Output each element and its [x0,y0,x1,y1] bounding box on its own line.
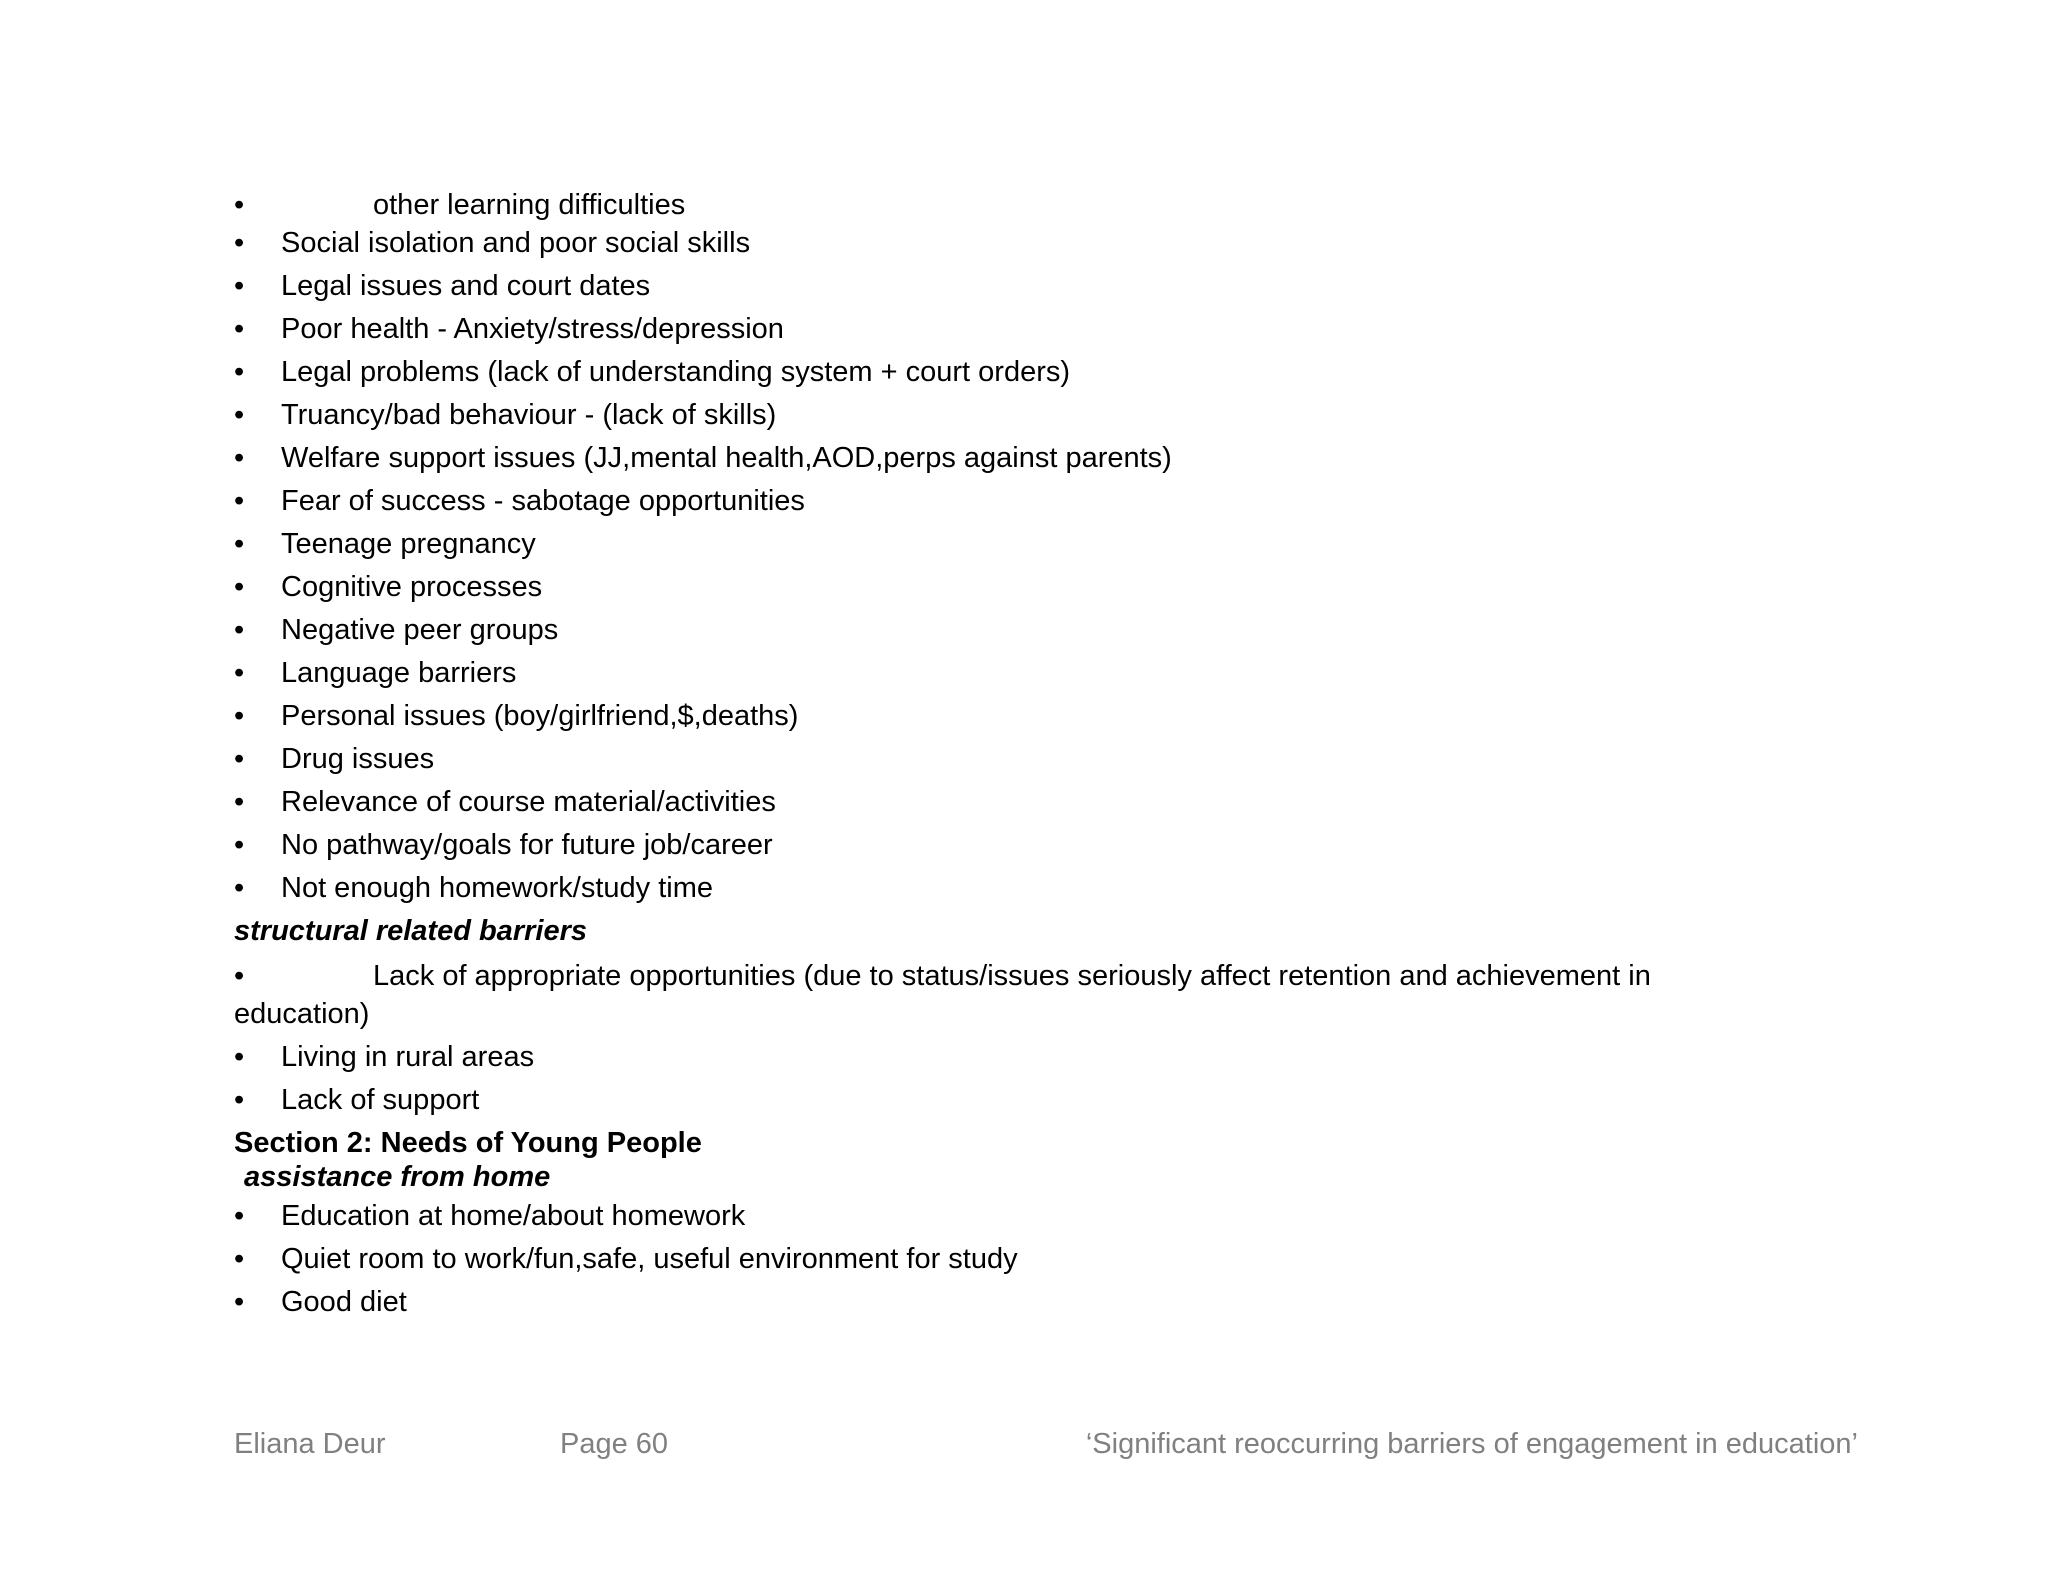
bullet-icon: • [234,614,245,646]
bullet-icon: • [234,1200,245,1232]
bullet-icon: • [234,485,245,517]
list-item-text: Education at home/about homework [281,1200,746,1232]
list-item [234,570,1834,604]
list-item-text: Living in rural areas [281,1041,535,1073]
footer-author: Eliana Deur [234,1428,386,1460]
bullet-icon: • [234,1084,245,1116]
list-item-text: Good diet [281,1286,407,1318]
list-item-text: other learning difficulties [373,189,686,221]
bullet-icon: • [234,1041,245,1073]
bullet-icon: • [234,571,245,603]
list-item [234,1083,1834,1117]
bullet-icon: • [234,1286,245,1318]
list-item [234,484,1834,518]
page-number: Page 60 [560,1428,669,1460]
bullet-icon: • [234,270,245,302]
list-item [234,441,1834,475]
list-item [234,699,1834,733]
list-item-text: Fear of success - sabotage opportunities [281,485,805,517]
bullet-icon: • [234,442,245,474]
list-item-text: Language barriers [281,657,517,689]
list-item-text: Not enough homework/study time [281,872,713,904]
bullet-icon: • [234,829,245,861]
list-item-text: Negative peer groups [281,614,559,646]
list-item [234,656,1834,690]
list-item [234,269,1834,303]
list-item [234,1040,1834,1074]
bullet-icon: • [234,1243,245,1275]
list-item-text: Social isolation and poor social skills [281,227,751,259]
needs-list [234,1199,1834,1319]
list-item-text: Teenage pregnancy [281,528,536,560]
bullet-icon: • [234,313,245,345]
list-item [234,398,1834,432]
list-item [234,871,1834,905]
bullet-icon: • [234,743,245,775]
list-item-text: Drug issues [281,743,435,775]
bullet-icon: • [234,189,245,221]
list-item-text: Personal issues (boy/girlfriend,$,deaths) [281,700,799,732]
list-item-text: Lack of appropriate opportunities (due to status/issues seriously affect retention and achievement in education) [234,960,1651,1030]
bullet-icon: • [234,786,245,818]
section-subheading: assistance from home [244,1161,551,1193]
section-heading: Section 2: Needs of Young People [234,1127,702,1159]
bullet-icon: • [234,872,245,904]
structural-heading: structural related barriers [234,915,587,947]
bullet-icon: • [234,399,245,431]
list-item [234,1242,1834,1276]
list-item [234,828,1834,862]
list-item [234,1199,1834,1233]
list-item-text: Cognitive processes [281,571,543,603]
bullet-icon: • [234,657,245,689]
list-item-text: No pathway/goals for future job/career [281,829,773,861]
list-item [234,355,1834,389]
list-item-text: Lack of support [281,1084,480,1116]
page-content [234,188,1834,1328]
list-item-text: Quiet room to work/fun,safe, useful environment for study [281,1243,1018,1275]
bullet-icon: • [234,700,245,732]
list-item-text: Legal problems (lack of understanding system + court orders) [281,356,1071,388]
list-item [234,188,1834,222]
list-item [234,226,1834,260]
list-item-text: Poor health - Anxiety/stress/depression [281,313,784,345]
list-item-text: Relevance of course material/activities [281,786,776,818]
list-item [234,957,1794,1033]
list-item [234,742,1834,776]
list-item [234,785,1834,819]
list-item [234,312,1834,346]
page-footer [0,1426,2048,1466]
bullet-icon: • [234,227,245,259]
list-item [234,1285,1834,1319]
barriers-list [234,226,1834,905]
list-item [234,613,1834,647]
list-item [234,527,1834,561]
bullet-icon: • [234,960,245,992]
list-item-text: Welfare support issues (JJ,mental health,AOD,perps against parents) [281,442,1172,474]
bullet-icon: • [234,528,245,560]
list-item-text: Truancy/bad behaviour - (lack of skills) [281,399,777,431]
bullet-icon: • [234,356,245,388]
structural-list [234,1040,1834,1117]
footer-document-title: ‘Significant reoccurring barriers of engagement in education’ [1085,1428,1858,1460]
list-item-text: Legal issues and court dates [281,270,651,302]
